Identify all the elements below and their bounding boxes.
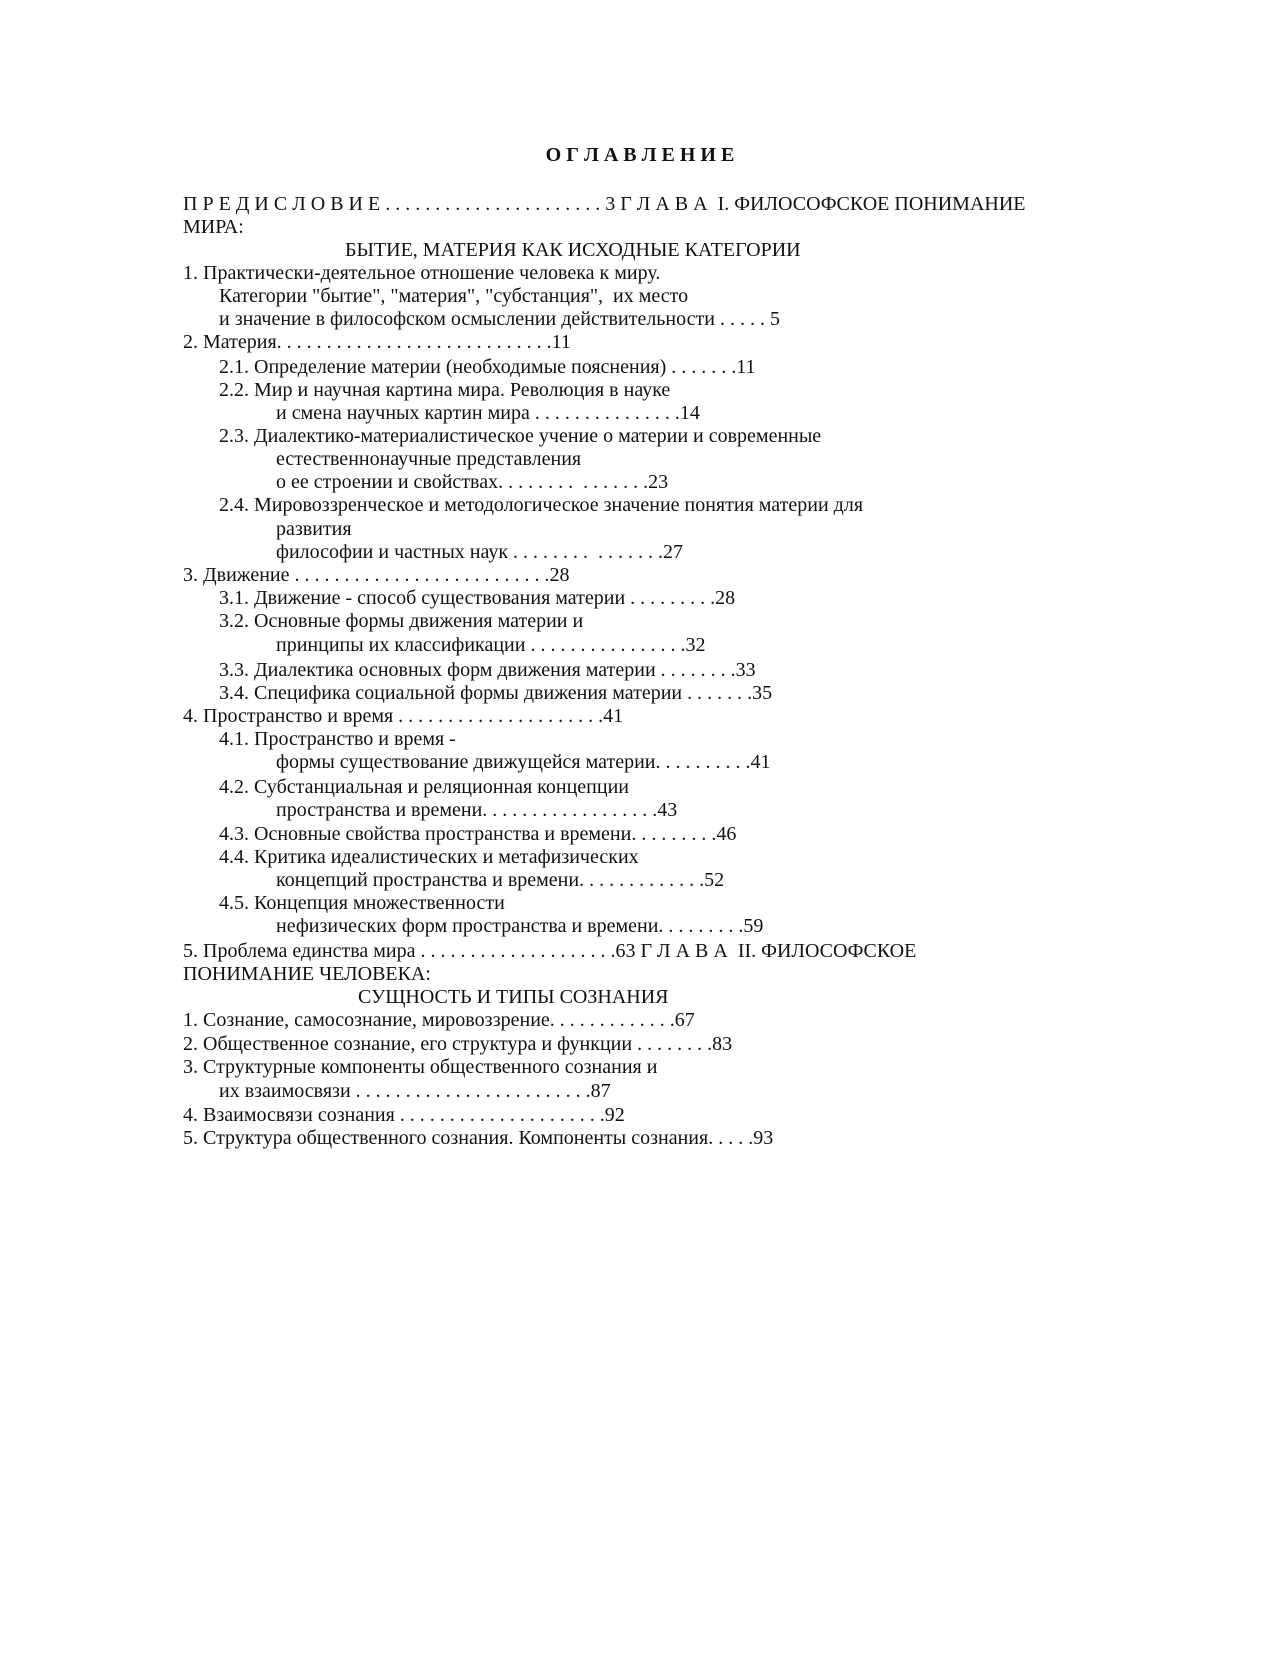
toc-line: 5. Структура общественного сознания. Компоненты сознания. . . . .93 [183, 1127, 774, 1149]
toc-line: 2.3. Диалектико-материалистическое учение о материи и современные [219, 425, 822, 447]
toc-line: 2.4. Мировоззренческое и методологическое значение понятия материи для [219, 494, 864, 516]
toc-line: 1. Практически-деятельное отношение человека к миру. [183, 262, 661, 284]
toc-line: и значение в философском осмыслении действительности . . . . . 5 [219, 308, 780, 330]
toc-line: МИРА: [183, 216, 244, 238]
toc-line: 3.4. Специфика социальной формы движения материи . . . . . . .35 [219, 682, 773, 704]
toc-line: 3.3. Диалектика основных форм движения материи . . . . . . . .33 [219, 659, 756, 681]
toc-line: о ее строении и свойствах. . . . . . . . . . . . . . .23 [276, 471, 669, 493]
toc-line: 4.4. Критика идеалистических и метафизических [219, 846, 639, 868]
toc-line: 2.1. Определение материи (необходимые пояснения) . . . . . . .11 [219, 356, 756, 378]
toc-line: 3.1. Движение - способ существования материи . . . . . . . . .28 [219, 587, 736, 609]
toc-line: концепций пространства и времени. . . . . . . . . . . . .52 [276, 869, 725, 891]
toc-line: 2. Материя. . . . . . . . . . . . . . . . . . . . . . . . . . . .11 [183, 331, 571, 353]
toc-line: 3. Движение . . . . . . . . . . . . . . . . . . . . . . . . . .28 [183, 564, 570, 586]
toc-line: 5. Проблема единства мира . . . . . . . . . . . . . . . . . . . .63 Г Л А В А II. ФИЛОСОФСКОЕ [183, 940, 917, 962]
toc-line: и смена научных картин мира . . . . . . . . . . . . . . .14 [276, 402, 700, 424]
toc-line: формы существование движущейся материи. . . . . . . . . .41 [276, 751, 771, 773]
toc-line: 2.2. Мир и научная картина мира. Революция в науке [219, 379, 671, 401]
toc-line: естественнонаучные представления [276, 448, 582, 470]
toc-line: 4.5. Концепция множественности [219, 892, 505, 914]
toc-chapter-subtitle: БЫТИЕ, МАТЕРИЯ КАК ИСХОДНЫЕ КАТЕГОРИИ [345, 239, 801, 261]
toc-line: 4.1. Пространство и время - [219, 728, 456, 750]
toc-line: 4. Пространство и время . . . . . . . . . . . . . . . . . . . . .41 [183, 705, 624, 727]
toc-line: 4.3. Основные свойства пространства и времени. . . . . . . . .46 [219, 823, 737, 845]
page-title: О Г Л А В Л Е Н И Е [545, 144, 735, 166]
toc-line: 3. Структурные компоненты общественного сознания и [183, 1056, 658, 1078]
toc-line: пространства и времени. . . . . . . . . . . . . . . . . .43 [276, 799, 678, 821]
toc-line: Категории "бытие", "материя", "субстанция", их место [219, 285, 689, 307]
toc-line: 2. Общественное сознание, его структура и функции . . . . . . . .83 [183, 1033, 733, 1055]
toc-line: ПОНИМАНИЕ ЧЕЛОВЕКА: [183, 963, 431, 985]
toc-chapter-subtitle: СУЩНОСТЬ И ТИПЫ СОЗНАНИЯ [358, 986, 669, 1008]
toc-line: нефизических форм пространства и времени. . . . . . . . .59 [276, 915, 764, 937]
toc-line: 3.2. Основные формы движения материи и [219, 610, 584, 632]
toc-line: их взаимосвязи . . . . . . . . . . . . . . . . . . . . . . . .87 [219, 1080, 611, 1102]
toc-line: 4.2. Субстанциальная и реляционная концепции [219, 776, 629, 798]
toc-line: 1. Сознание, самосознание, мировоззрение. . . . . . . . . . . . .67 [183, 1009, 695, 1031]
toc-line: П Р Е Д И С Л О В И Е . . . . . . . . . . . . . . . . . . . . . . 3 Г Л А В А I. ФИЛОСОФСКОЕ ПОНИМАНИЕ [183, 193, 1026, 215]
toc-line: философии и частных наук . . . . . . . . . . . . . . .27 [276, 541, 684, 563]
toc-line: принципы их классификации . . . . . . . . . . . . . . . .32 [276, 634, 706, 656]
toc-line: 4. Взаимосвязи сознания . . . . . . . . . . . . . . . . . . . . .92 [183, 1104, 625, 1126]
toc-line: развития [276, 518, 352, 540]
